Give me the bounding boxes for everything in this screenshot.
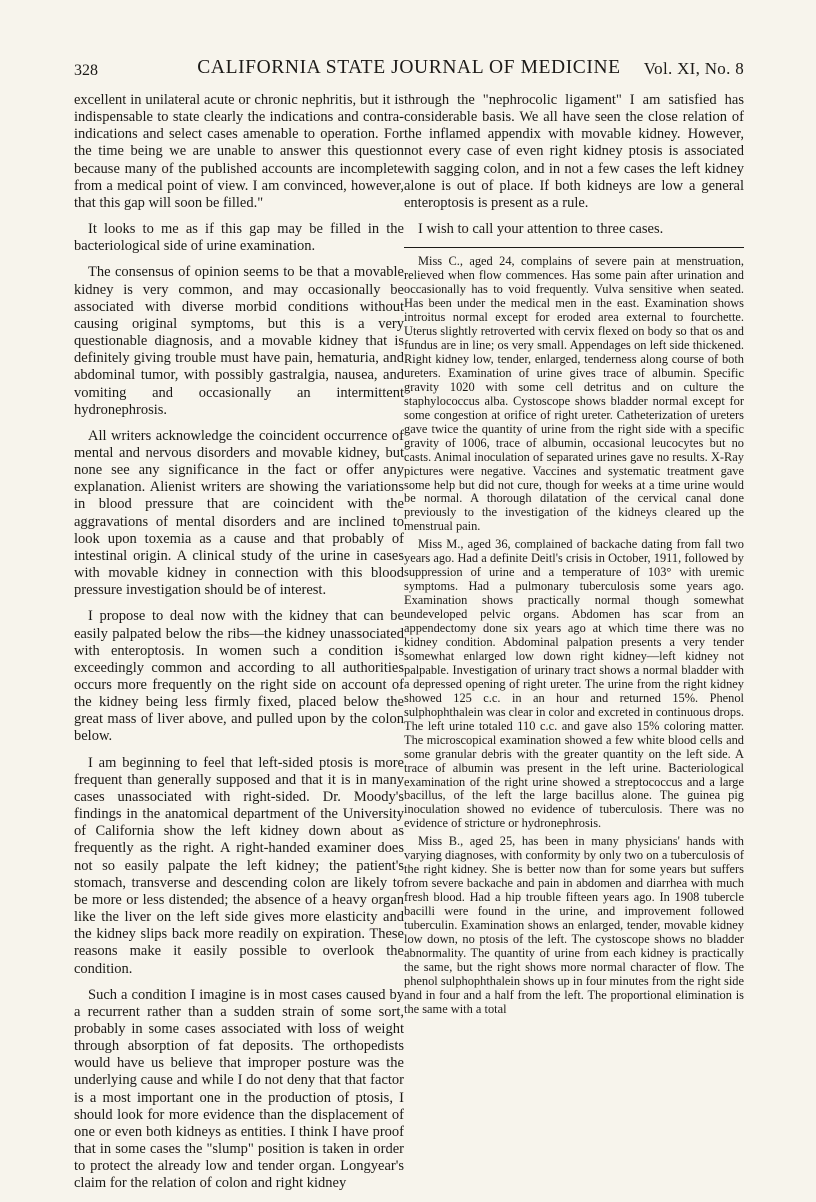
page-number: 328 [74,62,98,79]
right-column [404,92,744,1021]
left-column [74,92,404,1202]
case-report-miss-c: Miss C., aged 24, complains of severe pain at menstruation, relieved when flow commences. Has some pain after urination and occasionally has to void frequently. Vulva sensitive when seated. Has been under the medical men in the east. Examination shows introitus normal except for eroded area external to fourchette. Uterus slightly retroverted with cervix flexed on body so that os and fundus are in line; os very small. Appendages on left side thickened. Right kidney low, tender, enlarged, tenderness along course of both ureters. Examination of urine gives trace of albumin. Specific gravity 1020 with some cell detritus and on culture the staphylococcus alba. Cystoscope shows bladder normal except for some congestion at orifice of right ureter. Catheterization of ureters gave twice the quantity of urine from the right side with a specific gravity of 1006, trace of albumin, occasional leucocytes but no casts. Animal inoculation of separated urines gave no results. X-Ray pictures were negative. Vaccines and systematic treatment gave some help but did not cure, though for weeks at a time urine would be normal. A thorough dilatation of the cervical canal done previously to the investigation of the kidneys cleared up the menstrual pain. [404,254,744,534]
journal-title: CALIFORNIA STATE JOURNAL OF MEDICINE [197,57,621,78]
paragraph: excellent in unilateral acute or chronic nephritis, but it is indispensable to state clearly the indications and contra-indications and select cases amenable to operation. For the time being we are unable to answer this question because many of the published accounts are incomplete from a medical point of view. I am convinced, however, that this gap will soon be filled." [74,92,404,211]
paragraph: through the "nephrocolic ligament" I am satisfied has considerable basis. We all have seen the close relation of the inflamed appendix with movable kidney. However, not every case of even right kidney ptosis is associated with sagging colon, and in not a few cases the left kidney alone is out of place. If both kidneys are low a general enteroptosis is present as a rule. [404,92,744,211]
case-report-miss-m: Miss M., aged 36, complained of backache dating from fall two years ago. Had a definite Deitl's crisis in October, 1911, followed by suppression of urine and a temperature of 103° with uremic symptoms. Had a pulmonary tuberculosis some years ago. Examination shows practically normal though somewhat undeveloped pelvic organs. Abdomen has scar from an appendectomy done six years ago at which time there was no kidney condition. Abdominal palpation presents a very tender somewhat enlarged low down right kidney—left kidney not palpable. Investigation of urinary tract shows a normal bladder with a depressed opening of right ureter. The urine from the right kidney showed 125 c.c. in an hour and returned 15%. Phenol sulphophthalein was clear in color and excreted in continuous drops. The left urine totaled 110 c.c. and gave also 15% coloring matter. The microscopical examination showed a few white blood cells and some granular debris with the greater quantity on the left side. A trace of albumin was present in the left urine. Bacteriological examination of the right urine showed a streptococcus and a large bacillus, of the left the large bacillus alone. The guinea pig inoculation showed no evidence of tuberculosis. There was no evidence of stricture or hydronephrosis. [404,537,744,831]
paragraph: I wish to call your attention to three cases. [418,221,664,238]
volume-issue: Vol. XI, No. 8 [643,59,744,78]
paragraph: I propose to deal now with the kidney that can be easily palpated below the ribs—the kidney unassociated with enteroptosis. In women such a condition is exceedingly common and according to all authorities occurs more frequently on the right side on account of the kidney being less firmly fixed, placed below the great mass of liver above, and pulled upon by the colon below. [74,608,404,745]
paragraph: I am beginning to feel that left-sided ptosis is more frequent than generally supposed and that it is in many cases unassociated with right-sided. Dr. Moody's findings in the anatomical department of the University of California show the left kidney down about as frequently as the right. A right-handed examiner does not so easily palpate the left kidney; the patient's stomach, transverse and descending colon are likely to be more or less distended; the absence of a heavy organ like the liver on the left side gives more elasticity and the kidney slips back more readily on expiration. These reasons make it easily possible to overlook the condition. [74,754,404,977]
paragraph: All writers acknowledge the coincident occurrence of mental and nervous disorders and movable kidney, but none see any significance in the fact or offer any explanation. Alienist writers are showing the variations in blood pressure that are coincident with the aggravations of mental disorders and are inclined to look upon toxemia as a cause and that probably of intestinal origin. A clinical study of the urine in cases with movable kidney in connection with this blood pressure investigation should be of interest. [74,427,404,599]
section-divider [404,247,744,248]
paragraph: It looks to me as if this gap may be filled in the bacteriological side of urine examination. [74,221,404,255]
paragraph: Such a condition I imagine is in most cases caused by a recurrent rather than a sudden strain of some sort, probably in some cases associated with loss of weight through absorption of fat deposits. The orthopedists would have us believe that improper posture was the underlying cause and while I do not deny that that factor is a most important one in the production of ptosis, I should look for more evidence than the displacement of one or even both kidneys as entities. I think I have proof that in some cases the "slump" position is taken in order to protect the already low and tender organ. Longyear's claim for the relation of colon and right kidney [74,986,404,1192]
paragraph: The consensus of opinion seems to be that a movable kidney is very common, and may occasionally be associated with diverse morbid conditions without causing original symptoms, but this is a very questionable diagnosis, and a movable kidney that is definitely giving trouble must have pain, hematuria, and abdominal tumor, with possibly gastralgia, nausea, and vomiting and occasionally an intermittent hydronephrosis. [74,264,404,418]
running-header [74,56,744,86]
case-report-miss-b: Miss B., aged 25, has been in many physicians' hands with varying diagnoses, with conformity by only two on a tuberculosis of the right kidney. She is better now than for some years but suffers from severe backache and pain in abdomen and diarrhea with much fresh blood. Had a hip trouble fifteen years ago. In 1908 tubercle bacilli were found in the urine, and improvement followed tuberculin. Examination shows an enlarged, tender, movable kidney low down, no ptosis of the left. The cystoscope shows no bladder abnormality. The quantity of urine from each kidney is practically the same, but the right shows more normal character of flow. The phenol sulphophthalein shows up in four minutes from the right side and in four and a half from the left. The proportional elimination is the same with a total [404,834,744,1016]
